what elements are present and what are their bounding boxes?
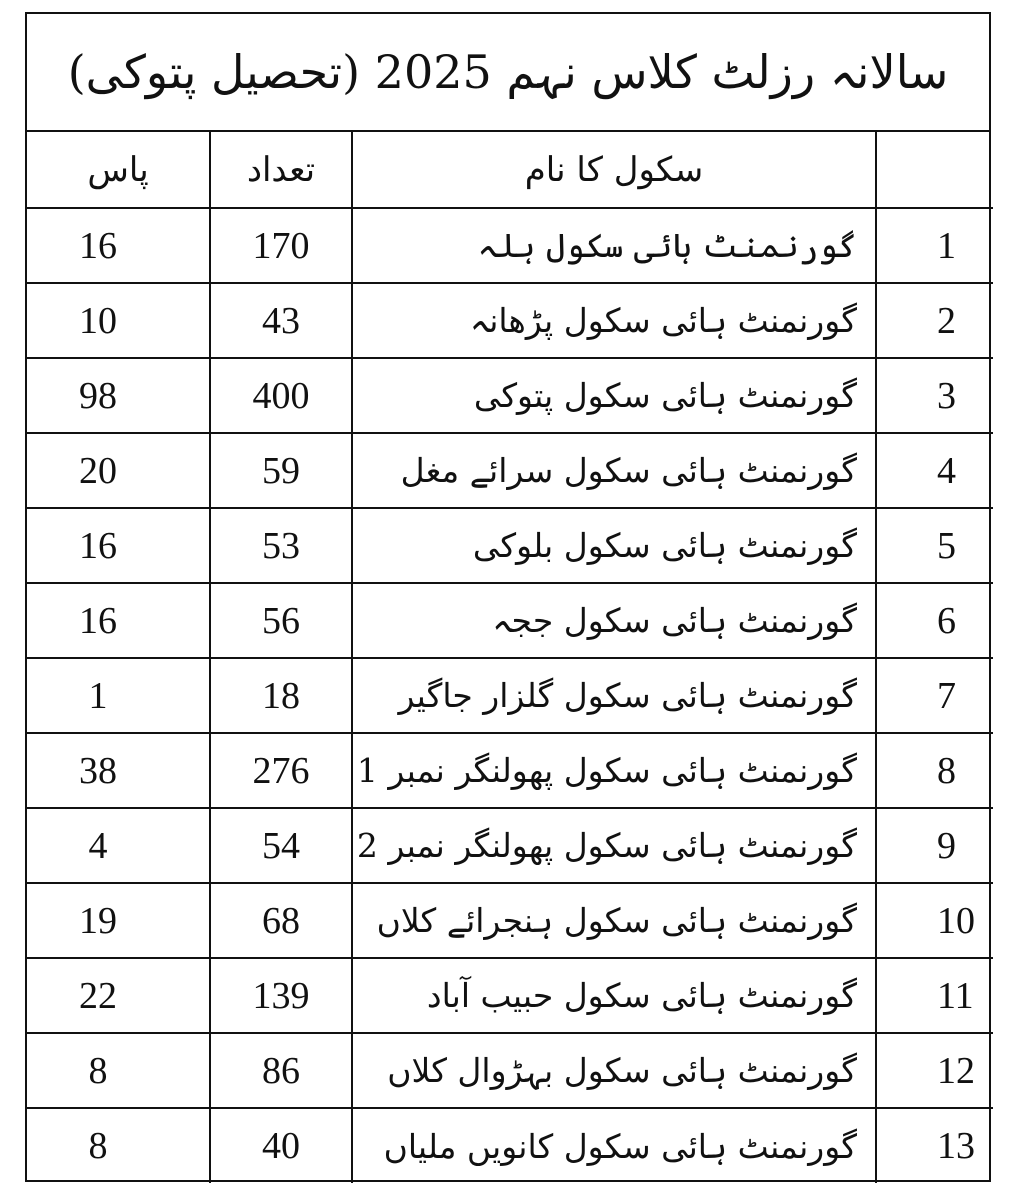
table-row [27,583,993,658]
count-cell: 18 [210,658,352,733]
school-name-cell: گورنمنٹ ہائی سکول ہنجرائے کلاں [352,883,876,958]
serial-cell: 12 [876,1033,993,1108]
school-name-cell: گورنمنٹ ہائی سکول گلزار جاگیر [352,658,876,733]
serial-cell: 11 [876,958,993,1033]
pass-cell: 19 [27,883,210,958]
table-row [27,208,993,283]
count-cell: 40 [210,1108,352,1183]
pass-cell: 16 [27,508,210,583]
school-name-cell: گورنمنٹ ہائی سکول پھولنگر نمبر 1 [352,733,876,808]
header-school-name: سکول کا نام [352,132,876,208]
serial-cell: 5 [876,508,993,583]
count-cell: 86 [210,1033,352,1108]
pass-cell: 1 [27,658,210,733]
school-name-cell: گورنمنٹ ہائی سکول بہڑوال کلاں [352,1033,876,1108]
table-row [27,733,993,808]
count-cell: 53 [210,508,352,583]
table-row [27,883,993,958]
count-cell: 139 [210,958,352,1033]
pass-cell: 22 [27,958,210,1033]
school-name-cell: گورنمنٹ ہائی سکول بلوکی [352,508,876,583]
page-title: سالانہ رزلٹ کلاس نہم 2025 (تحصیل پتوکی) [67,45,949,99]
count-cell: 170 [210,208,352,283]
school-name-cell: گورنمنٹ ہائی سکول سرائے مغل [352,433,876,508]
table-row [27,358,993,433]
serial-cell: 10 [876,883,993,958]
title-row [27,14,989,132]
serial-cell: 6 [876,583,993,658]
school-name-cell: گورنمنٹ ہائی سکول پڑھانہ [352,283,876,358]
header-serial [876,132,993,208]
pass-cell: 4 [27,808,210,883]
school-name-cell: گورنمنٹ ہائی سکول ججہ [352,583,876,658]
table-row [27,1033,993,1108]
count-cell: 68 [210,883,352,958]
results-table [27,132,993,1183]
pass-cell: 98 [27,358,210,433]
school-name-cell: گورنمنٹ ہائی سکول پھولنگر نمبر 2 [352,808,876,883]
table-row [27,808,993,883]
table-row [27,433,993,508]
count-cell: 43 [210,283,352,358]
school-name-cell: گورنمنٹ ہائی سکول پتوکی [352,358,876,433]
serial-cell: 9 [876,808,993,883]
serial-cell: 4 [876,433,993,508]
header-pass: پاس [27,132,210,208]
pass-cell: 16 [27,583,210,658]
serial-cell: 8 [876,733,993,808]
pass-cell: 16 [27,208,210,283]
pass-cell: 38 [27,733,210,808]
serial-cell: 13 [876,1108,993,1183]
count-cell: 276 [210,733,352,808]
serial-cell: 1 [876,208,993,283]
table-row [27,508,993,583]
header-count: تعداد [210,132,352,208]
pass-cell: 8 [27,1033,210,1108]
serial-cell: 3 [876,358,993,433]
serial-cell: 7 [876,658,993,733]
pass-cell: 20 [27,433,210,508]
school-name-cell: گورنمنٹ ہائی سکول کانویں ملیاں [352,1108,876,1183]
results-sheet [25,12,991,1182]
serial-cell: 2 [876,283,993,358]
school-name-cell: گورنمنٹ ہائی سکول ہلہ [352,208,876,283]
pass-cell: 8 [27,1108,210,1183]
count-cell: 59 [210,433,352,508]
count-cell: 54 [210,808,352,883]
table-row [27,958,993,1033]
school-name-cell: گورنمنٹ ہائی سکول حبیب آباد [352,958,876,1033]
table-row [27,1108,993,1183]
table-row [27,283,993,358]
pass-cell: 10 [27,283,210,358]
count-cell: 400 [210,358,352,433]
header-row [27,132,993,208]
table-row [27,658,993,733]
count-cell: 56 [210,583,352,658]
